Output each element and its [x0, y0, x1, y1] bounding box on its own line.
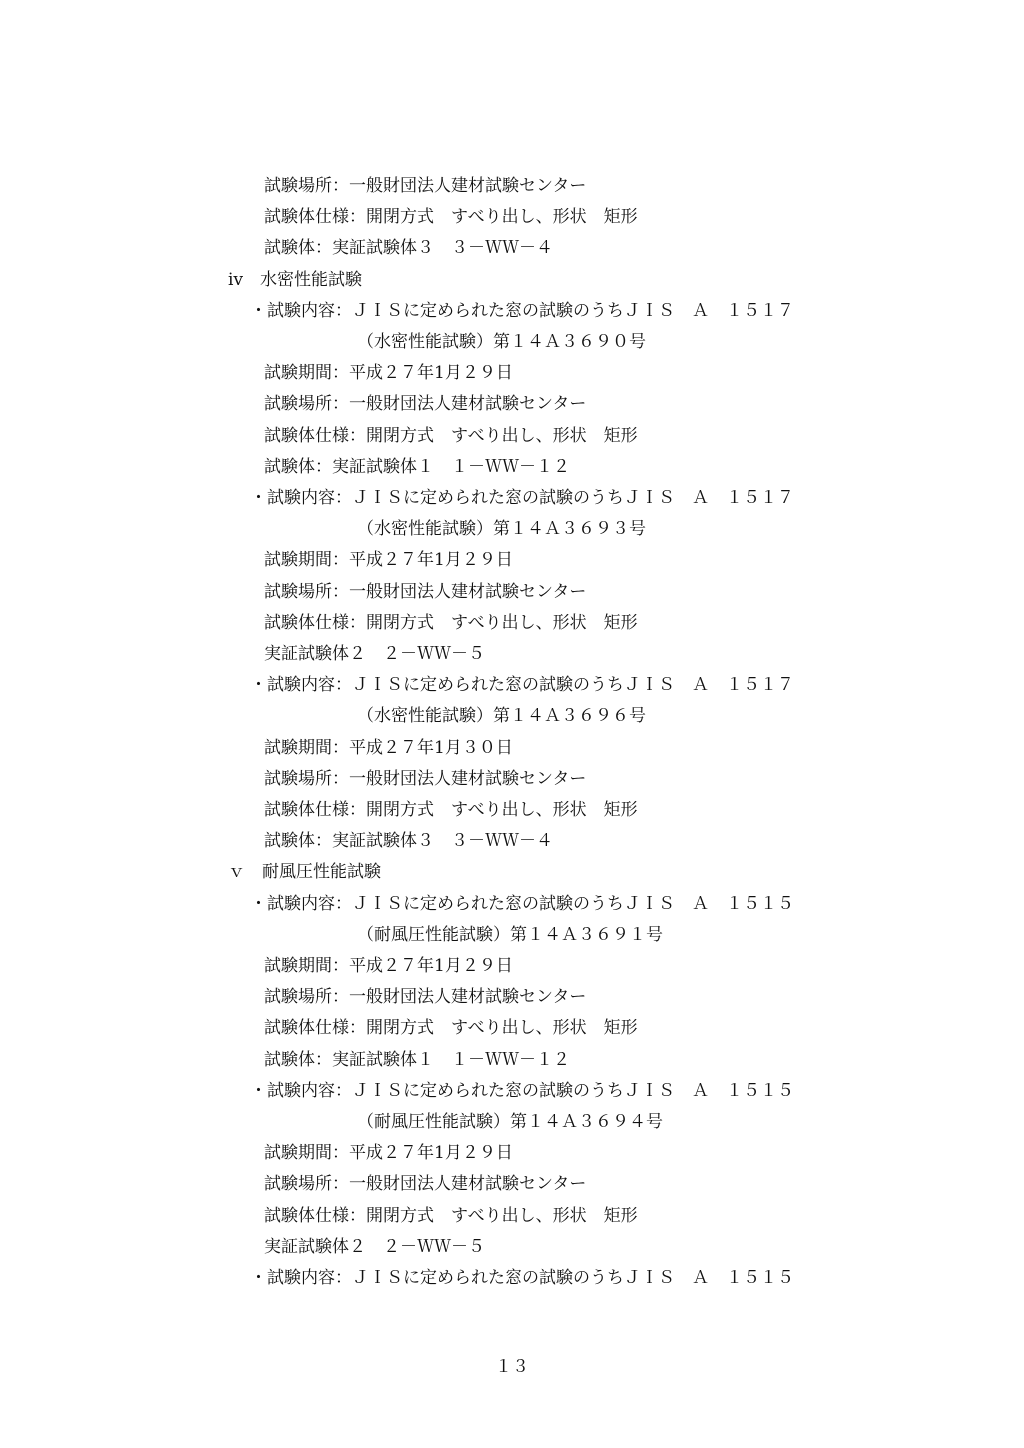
- text-line: 試験期間：平成２７年1月２９日: [264, 1143, 513, 1163]
- text-line: 試験場所：一般財団法人建材試験センター: [264, 394, 587, 414]
- text-line: （水密性能試験）第１４Ａ３６９６号: [357, 706, 646, 726]
- text-line: 試験期間：平成２７年1月２９日: [264, 550, 513, 570]
- text-line: 試験場所：一般財団法人建材試験センター: [264, 1174, 587, 1194]
- text-line: 試験体仕様：開閉方式 すべり出し、形状 矩形: [264, 426, 638, 446]
- text-line: 試験体：実証試験体１ １－ＷＷ－１２: [264, 457, 570, 477]
- text-line: ・試験内容：ＪＩＳに定められた窓の試験のうちＪＩＳ Ａ １５１５: [250, 894, 794, 914]
- text-line: （耐風圧性能試験）第１４Ａ３６９４号: [357, 1112, 663, 1132]
- text-line: ・試験内容：ＪＩＳに定められた窓の試験のうちＪＩＳ Ａ １５１７: [250, 301, 794, 321]
- text-line: 試験体仕様：開閉方式 すべり出し、形状 矩形: [264, 613, 638, 633]
- text-line: 試験体：実証試験体３ ３－ＷＷ－４: [264, 238, 553, 258]
- text-line: 試験体仕様：開閉方式 すべり出し、形状 矩形: [264, 800, 638, 820]
- text-line: ・試験内容：ＪＩＳに定められた窓の試験のうちＪＩＳ Ａ １５１５: [250, 1081, 794, 1101]
- text-line: 試験場所：一般財団法人建材試験センター: [264, 987, 587, 1007]
- page-number: １３: [495, 1357, 529, 1377]
- text-line: 実証試験体２ ２－ＷＷ－５: [264, 644, 485, 664]
- text-line: 試験場所：一般財団法人建材試験センター: [264, 176, 587, 196]
- text-line: 実証試験体２ ２－ＷＷ－５: [264, 1237, 485, 1257]
- text-line: 試験期間：平成２７年1月２９日: [264, 956, 513, 976]
- section-heading: ⅳ 水密性能試験: [228, 270, 363, 290]
- text-line: （水密性能試験）第１４Ａ３６９３号: [357, 519, 646, 539]
- text-line: （水密性能試験）第１４Ａ３６９０号: [357, 332, 646, 352]
- text-line: 試験期間：平成２７年1月３０日: [264, 738, 513, 758]
- text-line: 試験期間：平成２７年1月２９日: [264, 363, 513, 383]
- text-line: 試験体仕様：開閉方式 すべり出し、形状 矩形: [264, 1206, 638, 1226]
- text-line: ・試験内容：ＪＩＳに定められた窓の試験のうちＪＩＳ Ａ １５１７: [250, 488, 794, 508]
- text-line: 試験場所：一般財団法人建材試験センター: [264, 769, 587, 789]
- text-line: 試験体：実証試験体３ ３－ＷＷ－４: [264, 831, 553, 851]
- text-line: 試験体：実証試験体１ １－ＷＷ－１２: [264, 1050, 570, 1070]
- text-line: ・試験内容：ＪＩＳに定められた窓の試験のうちＪＩＳ Ａ １５１５: [250, 1268, 794, 1288]
- text-line: 試験場所：一般財団法人建材試験センター: [264, 582, 587, 602]
- section-heading: ｖ 耐風圧性能試験: [228, 862, 381, 882]
- text-line: 試験体仕様：開閉方式 すべり出し、形状 矩形: [264, 1018, 638, 1038]
- text-line: （耐風圧性能試験）第１４Ａ３６９１号: [357, 925, 663, 945]
- text-line: ・試験内容：ＪＩＳに定められた窓の試験のうちＪＩＳ Ａ １５１７: [250, 675, 794, 695]
- text-line: 試験体仕様：開閉方式 すべり出し、形状 矩形: [264, 207, 638, 227]
